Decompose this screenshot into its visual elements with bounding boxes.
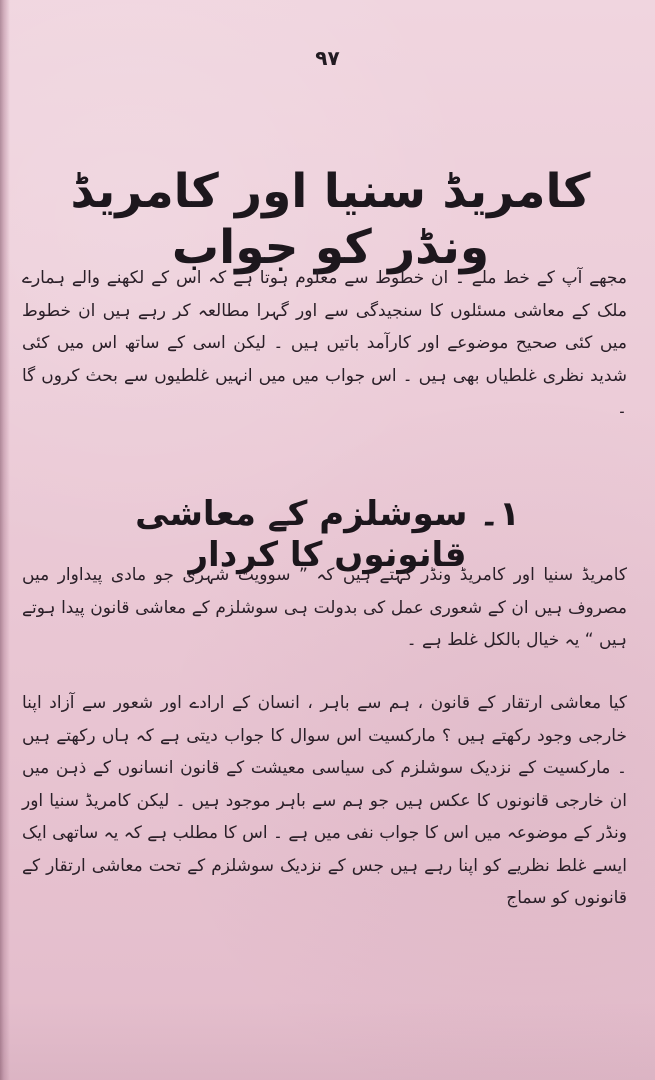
- intro-paragraph: مجھے آپ کے خط ملے ۔ ان خطوط سے معلوم ہوتا ہے کہ اس کے لکھنے والے ہمارے ملک کے معاشی مسئلوں کا سنجیدگی سے اور گہرا مطالعہ کر رہے ہیں ان خطوط میں کئی صحیح موضوعے اور کارآمد باتیں ہیں ۔ لیکن اسی کے ساتھ اس میں کئی شدید نظری غلطیاں بھی ہیں ۔ اس جواب میں میں انہیں غلطیوں سے بحث کروں گا ۔: [22, 268, 627, 418]
- page-shadow: [0, 1000, 655, 1080]
- binding-edge: [0, 0, 10, 1080]
- section-heading: ۱۔ سوشلزم کے معاشی قانونوں کا کردار: [135, 494, 520, 575]
- body-paragraph-1: کامریڈ سنیا اور کامریڈ ونڈر کہتے ہیں کہ ” سوویت شہری جو مادی پیداوار میں مصروف ہیں ان کے شعوری عمل کی بدولت ہی سوشلزم کے معاشی قانون پیدا ہوتے ہیں “ یہ خیال بالکل غلط ہے ۔: [22, 565, 627, 650]
- page-number: ۹۷: [315, 46, 340, 70]
- body-paragraph-2: کیا معاشی ارتقار کے قانون ، ہم سے باہر ، انسان کے ارادے اور شعور سے آزاد اپنا خارجی وجود رکھتے ہیں ؟ مارکسیت اس سوال کا جواب دیتی ہے کہ ہاں رکھتے ہیں ۔ مارکسیت کے نزدیک سوشلزم کی سیاسی معیشت کے قانون انسانوں کے ذہن میں ان خارجی قانونوں کا عکس ہیں جو ہم سے باہر موجود ہیں ۔ لیکن کامریڈ سنیا اور ونڈر کے موضوعہ میں اس کا جواب نفی میں ہے ۔ اس کا مطلب ہے کہ یہ ساتھی ایک ایسے غلط نظریے کو اپنا رہے ہیں جس کے نزدیک سوشلزم کے تحت معاشی ارتقار کے قانونوں کو سماج: [22, 693, 627, 908]
- chapter-title: کامریڈ سنیا اور کامریڈ ونڈر کو جواب: [70, 164, 591, 276]
